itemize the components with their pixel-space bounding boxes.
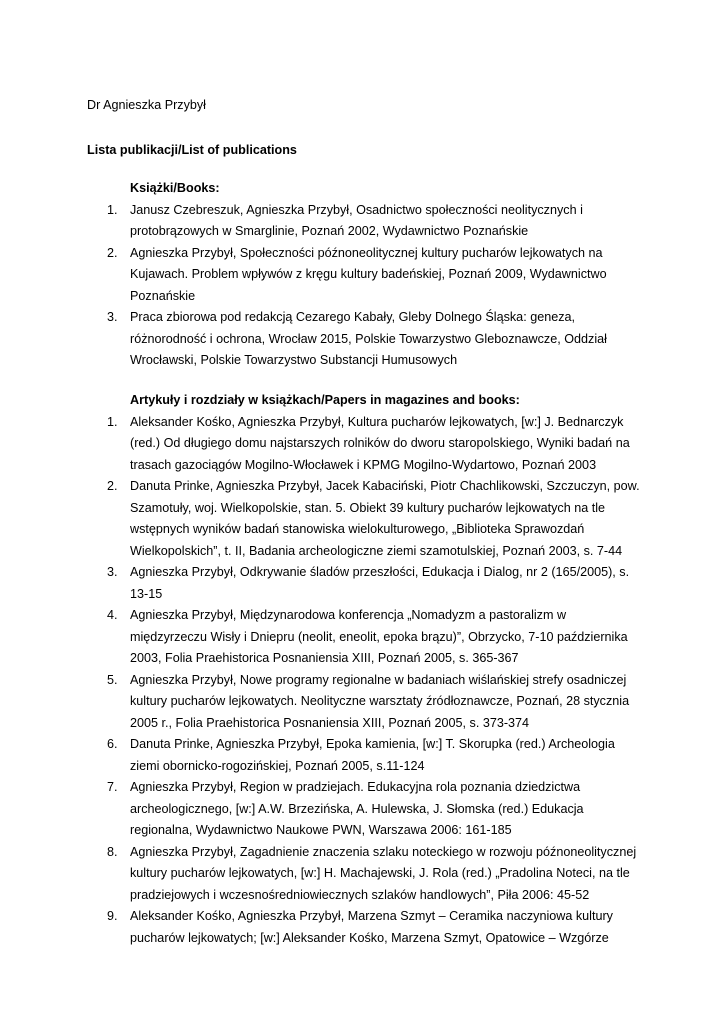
item-text: Janusz Czebreszuk, Agnieszka Przybył, Osadnictwo społeczności neolitycznych i protobrązowych w Smarglinie, Poznań 2002, Wydawnictwo Poznańskie — [130, 202, 583, 238]
item-number: 9. — [107, 909, 118, 923]
books-heading: Książki/Books: — [130, 181, 220, 195]
paper-item — [87, 605, 643, 670]
document-title: Lista publikacji/List of publications — [87, 143, 297, 157]
papers-section — [87, 390, 647, 949]
item-number: 5. — [107, 672, 118, 687]
author-name: Dr Agnieszka Przybył — [87, 98, 206, 112]
item-text: Aleksander Kośko, Agnieszka Przybył, Marzena Szmyt – Ceramika naczyniowa kultury pucharów lejkowatych; [w:] Aleksander Kośko, Marzena Szmyt, Opatowice – Wzgórze — [130, 909, 613, 945]
item-number: 8. — [107, 844, 118, 859]
papers-list — [87, 412, 647, 950]
paper-item — [87, 670, 643, 735]
item-number: 3. — [107, 565, 118, 579]
item-text: Danuta Prinke, Agnieszka Przybył, Epoka kamienia, [w:] T. Skorupka (red.) Archeologia ziemi obornicko-rogozińskiej, Poznań 2005, s.11-124 — [130, 737, 615, 773]
paper-item — [87, 562, 643, 605]
item-text: Praca zbiorowa pod redakcją Cezarego Kabały, Gleby Dolnego Śląska: geneza, różnorodność i ochrona, Wrocław 2015, Polskie Towarzystwo Gleboznawcze, Oddział Wrocławski, Polskie Towarzystwo Substancji Humusowych — [130, 310, 607, 367]
item-number: 7. — [107, 780, 118, 794]
item-text: Agnieszka Przybył, Społeczności późnoneolitycznej kultury pucharów lejkowatych na Kujawach. Problem wpływów z kręgu kultury badeńskiej, Poznań 2009, Wydawnictwo Poznańskie — [130, 245, 607, 303]
book-item — [87, 307, 643, 372]
item-number: 1. — [107, 202, 118, 217]
books-section — [87, 178, 647, 372]
item-text: Agnieszka Przybył, Nowe programy regionalne w badaniach wiślańskiej strefy osadniczej kultury pucharów lejkowatych. Neolityczne warsztaty źródłoznawcze, Poznań, 28 stycznia 2005 r., Folia Praehistorica Posnaniensia XIII, Poznań 2005, s. 373-374 — [130, 672, 630, 730]
item-text: Aleksander Kośko, Agnieszka Przybył, Kultura pucharów lejkowatych, [w:] J. Bednarczyk (red.) Od długiego domu najstarszych rolników do dworu staropolskiego, Wyniki badań na trasach gazociągów Mogilno-Włocławek i KPMG Mogilno-Wydartowo, Poznań 2003 — [130, 414, 630, 472]
item-text: Agnieszka Przybył, Region w pradziejach. Edukacyjna rola poznania dziedzictwa archeologicznego, [w:] A.W. Brzezińska, A. Hulewska, J. Słomska (red.) Edukacja regionalna, Wydawnictwo Naukowe PWN, Warszawa 2006: 161-185 — [130, 780, 584, 837]
item-text: Danuta Prinke, Agnieszka Przybył, Jacek Kabaciński, Piotr Chachlikowski, Szczuczyn, pow. Szamotuły, woj. Wielkopolskie, stan. 5. Obiekt 39 kultury pucharów lejkowatych na tle wstępnych wyników badań stanowiska wielokulturowego, „Biblioteka Sprawozdań Wielkopolskich”, t. II, Badania archeologiczne ziemi szamotulskiej, Poznań 2003, s. 7-44 — [130, 479, 640, 558]
paper-item — [87, 412, 643, 477]
item-text: Agnieszka Przybył, Międzynarodowa konferencja „Nomadyzm a pastoralizm w międzyrzeczu Wisły i Dniepru (neolit, eneolit, epoka brązu)”, Obrzycko, 7-10 października 2003, Folia Praehistorica Posnaniensia XIII, Poznań 2005, s. 365-367 — [130, 608, 628, 665]
paper-item — [87, 734, 643, 777]
book-item — [87, 243, 643, 308]
book-item — [87, 200, 643, 243]
paper-item — [87, 476, 643, 562]
paper-item — [87, 842, 643, 907]
item-number: 2. — [107, 479, 118, 493]
papers-heading: Artykuły i rozdziały w książkach/Papers in magazines and books: — [130, 393, 520, 407]
item-text: Agnieszka Przybył, Zagadnienie znaczenia szlaku noteckiego w rozwoju późnoneolitycznej kultury pucharów lejkowatych, [w:] H. Machajewski, J. Rola (red.) „Pradolina Noteci, na tle pradziejowych i wczesnośredniowiecznych szlaków handlowych”, Piła 2006: 45-52 — [130, 844, 637, 902]
paper-item — [87, 906, 643, 949]
item-text: Agnieszka Przybył, Odkrywanie śladów przeszłości, Edukacja i Dialog, nr 2 (165/2005), s. 13-15 — [130, 565, 630, 601]
item-number: 3. — [107, 310, 118, 324]
paper-item — [87, 777, 643, 842]
item-number: 4. — [107, 608, 118, 622]
item-number: 1. — [107, 414, 118, 429]
item-number: 2. — [107, 245, 118, 260]
item-number: 6. — [107, 737, 118, 751]
books-list — [87, 200, 647, 372]
